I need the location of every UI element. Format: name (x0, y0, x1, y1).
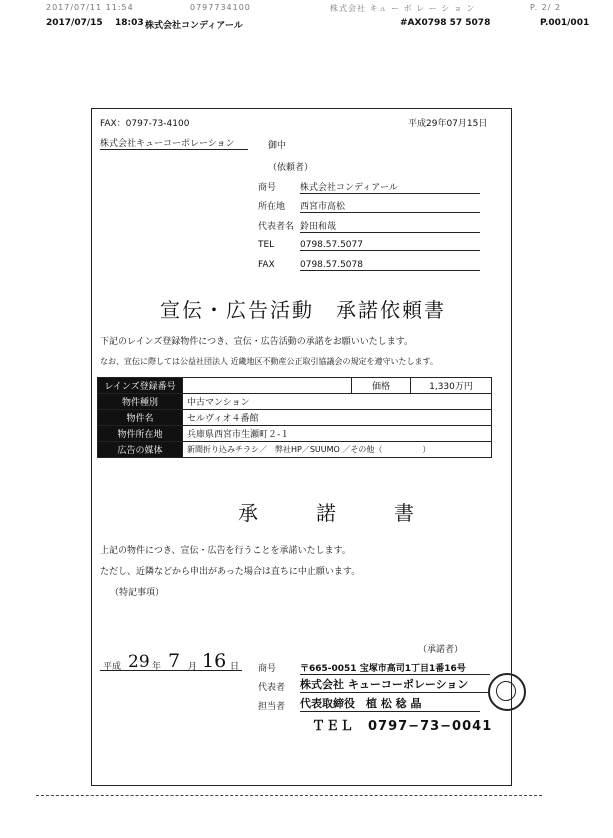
company-seal-inner-ring (496, 681, 516, 701)
table-row (98, 426, 492, 442)
table-extra-value: 1,330万円 (411, 378, 492, 394)
approver-field-value: 代表取締役 植 松 稔 晶 (300, 695, 480, 712)
requester-field-label: FAX (258, 260, 275, 270)
requester-field-value: 0798.57.5078 (300, 260, 480, 271)
fax-header-line1-left: 2017/07/11 11:54 (46, 3, 134, 12)
approver-field-label: 商号 (258, 664, 277, 674)
table-label: 広告の媒体 (98, 442, 183, 458)
fax-header-fax-number: #AX0798 57 5078 (400, 18, 491, 28)
requester-field-label: 所在地 (258, 202, 286, 212)
approver-field-value: 株式会社 キューコーポレーション (300, 676, 490, 693)
requester-field-value: 西宮市高松 (300, 199, 480, 213)
property-table (97, 377, 492, 458)
requester-field-label: 代表者名 (258, 222, 295, 232)
company-seal-icon (488, 673, 526, 711)
request-paragraph-2: なお、宣伝に際しては公益社団法人 近畿地区不動産公正取引協議会の規定を遵守いたします。 (100, 357, 438, 366)
consent-paragraph-2: ただし、近隣などから申出があった場合は直ちに中止願います。 (100, 567, 361, 577)
table-row (98, 442, 492, 458)
consent-date-month: 7 (168, 650, 181, 672)
approver-field-label: 代表者 (258, 683, 286, 693)
requester-field-value: 0798.57.5077 (300, 240, 480, 251)
bottom-dashed-line (36, 795, 542, 796)
table-value: 新聞折り込みチラシ／ 弊社HP／SUUMO ／その他（ ） (183, 442, 492, 458)
document-title: 宣伝・広告活動 承諾依頼書 (160, 298, 446, 322)
table-value (183, 378, 352, 394)
approver-field-value: 〒665-0051 宝塚市高司1丁目1番16号 (300, 661, 490, 675)
table-value: 兵庫県西宮市生瀬町２-１ (183, 426, 492, 442)
table-row (98, 394, 492, 410)
fax-header-date: 2017/07/15 (46, 18, 103, 28)
consent-title: 承 諾 書 (238, 501, 420, 525)
fax-header-line1-page: P. 2/ 2 (530, 3, 562, 12)
consent-paragraph-1: 上記の物件につき、宣伝・広告を行うことを承諾いたします。 (100, 546, 351, 556)
consent-date-day: 16 (202, 650, 227, 672)
table-label: 物件種別 (98, 394, 183, 410)
fax-header-line1-right: 株式会社 キュ ー ボ レ ー シ ョ ン (330, 4, 476, 13)
table-value: 中古マンション (183, 394, 492, 410)
consent-date-year-unit: 年 (152, 662, 162, 672)
consent-date-year: 29 (128, 652, 150, 672)
table-label: レインズ登録番号 (98, 378, 183, 394)
consent-date-month-unit: 月 (188, 662, 198, 672)
approver-tel: ＴＥＬ 0797−73−0041 (312, 719, 493, 734)
requester-field-label: 商号 (258, 183, 277, 193)
fax-to: FAX：0797-73-4100 (100, 119, 190, 129)
table-row (98, 378, 492, 394)
consent-note-label: （特記事項） (110, 588, 165, 598)
consent-date-era: 平成 (103, 662, 122, 672)
fax-header-time: 18:03 (115, 18, 144, 28)
approver-field-label: 担当者 (258, 702, 286, 712)
requester-field-value: 株式会社コンディアール (300, 180, 480, 194)
requester-field-label: TEL (258, 240, 275, 250)
approver-label: （承諾者） (418, 645, 464, 655)
request-paragraph-1: 下記のレインズ登録物件につき、宣伝・広告活動の承諾をお願いいたします。 (100, 337, 414, 347)
document-date: 平成29年07月15日 (408, 119, 488, 129)
recipient-name: 株式会社キューコーポレーション (100, 136, 248, 150)
requester-field-value: 鈴田和哉 (300, 219, 480, 233)
consent-date-underline (100, 670, 242, 671)
fax-header-page: P.001/001 (540, 18, 590, 28)
table-label: 物件所在地 (98, 426, 183, 442)
table-label: 物件名 (98, 410, 183, 426)
fax-header-sender: 株式会社コンディアール (145, 21, 243, 31)
table-row (98, 410, 492, 426)
consent-date-day-unit: 日 (230, 662, 240, 672)
table-value: セルヴィオ４番館 (183, 410, 492, 426)
requester-label: （依頼者） (268, 163, 314, 173)
table-extra-label: 価格 (352, 378, 411, 394)
fax-header-line1-mid: 0797734100 (190, 3, 251, 12)
recipient-suffix: 御中 (268, 141, 287, 151)
